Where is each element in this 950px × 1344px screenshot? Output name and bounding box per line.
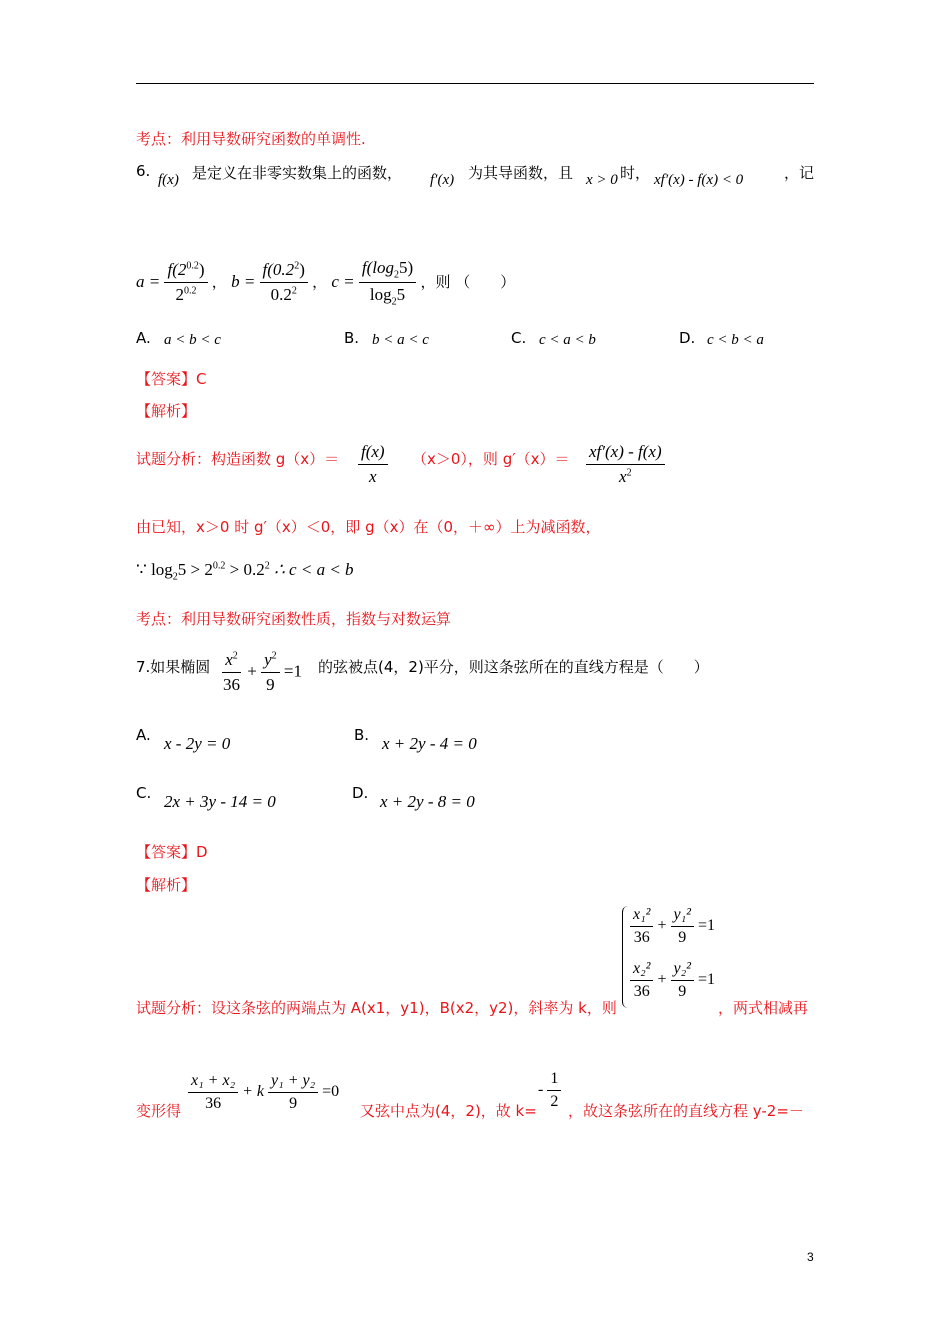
- q7-analysis-tag: 【解析】: [136, 876, 197, 894]
- q6-inequality: xf′(x) - f(x) < 0: [654, 172, 744, 188]
- page-number: 3: [807, 1250, 814, 1264]
- q6-answer-line: [136, 368, 207, 389]
- b-fraction: $\frac{f(0.2^2)}{0.2^2}$: [260, 260, 308, 305]
- system-eq-1: $\frac{\text{x₁²}}{36}$ + $\frac{\text{y₁²}}{9}$ =1: [630, 906, 715, 947]
- answer-value: D: [196, 843, 208, 861]
- c-lhs: c =: [331, 271, 355, 291]
- q7-option-d-label: D.: [352, 784, 369, 802]
- q7-option-c-label: C.: [136, 784, 152, 802]
- c-fraction: $\frac{f(\log_25)}{\log_25}$: [359, 258, 416, 308]
- q6-option-b[interactable]: b < a < c: [372, 332, 429, 348]
- q7-slope: - $\frac{1}{2}$: [538, 1070, 561, 1111]
- q7-ellipse-eq: $\frac{x^2}{36}$ + $\frac{y^2}{9}$ =1: [223, 650, 302, 694]
- q6-text-2: 为其导函数，且: [468, 164, 574, 182]
- q7-analysis-1-tail: ，两式相减再: [718, 999, 809, 1017]
- q7-difference-eq: $\frac{\text{x₁ + x₂}}{36}$ + k $\frac{\text{y₁ + y₂}}{9}$ =0: [188, 1072, 339, 1113]
- q6-analysis-2: 由已知，x＞0 时 g′（x）＜0，即 g（x）在（0，＋∞）上为减函数，: [136, 518, 601, 536]
- q6-text-1: 是定义在非零实数集上的函数，: [192, 164, 403, 182]
- q6-number: 6.: [136, 162, 151, 180]
- q6-option-c-label: C.: [511, 329, 527, 347]
- q6-option-b-label: B.: [344, 329, 360, 347]
- answer-tag: 【答案】: [136, 370, 197, 388]
- q7-option-a-label: A.: [136, 726, 151, 744]
- q6-analysis-tag: 【解析】: [136, 402, 197, 420]
- q7-analysis-2-mid: 又弦中点为(4，2)，故 k=: [360, 1102, 537, 1120]
- q6-g-fraction: $\frac{f(x)}{x}$: [358, 442, 388, 487]
- q7-answer-line: [136, 841, 208, 862]
- q6-option-c[interactable]: c < a < b: [539, 332, 596, 348]
- q6-condition: x > 0: [586, 172, 618, 188]
- q6-fprime: f′(x): [430, 172, 455, 188]
- q7-analysis-1: 试题分析：设这条弦的两端点为 A(x1，y1)，B(x2，y2)，斜率为 k，则: [136, 999, 617, 1017]
- q6-analysis-1-mid: （x＞0），则 g′（x）＝: [412, 450, 570, 468]
- a-fraction: $\frac{f(2^{0.2})}{2^{0.2}}$: [164, 260, 207, 305]
- q6-option-d[interactable]: c < b < a: [707, 332, 764, 348]
- q7-pre: 7.如果椭圆: [136, 658, 211, 676]
- q5-kaodian: 考点：利用导数研究函数的单调性.: [136, 130, 366, 148]
- q7-option-c[interactable]: 2x + 3y - 14 = 0: [164, 792, 276, 811]
- q6-analysis-1-text: 试题分析：构造函数 g（x）＝: [136, 450, 340, 468]
- q6-option-a[interactable]: a < b < c: [164, 332, 221, 348]
- q6-option-d-label: D.: [679, 329, 696, 347]
- q6-analysis-3: ∵ $\log_25 > 2^{0.2} > 0.2^2$ ∴ c < a < b: [136, 560, 354, 583]
- b-lhs: b =: [231, 271, 256, 291]
- system-eq-2: $\frac{\text{x₂²}}{36}$ + $\frac{\text{y₂²}}{9}$ =1: [630, 960, 715, 1001]
- q6-text-4: ，记: [784, 164, 815, 182]
- q7-option-b-label: B.: [354, 726, 370, 744]
- q7-post: 的弦被点(4，2)平分，则这条弦所在的直线方程是（ ）: [318, 658, 709, 676]
- answer-value: C: [196, 370, 207, 388]
- q7-option-d[interactable]: x + 2y - 8 = 0: [380, 792, 475, 811]
- q6-option-a-label: A.: [136, 329, 151, 347]
- q6-fx: f(x): [158, 172, 179, 188]
- q6-definitions: a = $\frac{f(2^{0.2})}{2^{0.2}}$ ， b = $\frac{f(0.2^2)}{0.2^2}$ ， c = $\frac{f(\log_25)}{\log_25}$ ，则 （ ）: [136, 258, 516, 308]
- q7-analysis-2-tail: ，故这条弦所在的直线方程 y-2=－: [568, 1102, 804, 1120]
- header-rule: [136, 83, 814, 84]
- a-lhs: a =: [136, 271, 161, 291]
- answer-tag: 【答案】: [136, 843, 197, 861]
- q7-option-a[interactable]: x - 2y = 0: [164, 734, 231, 753]
- q6-kaodian: 考点：利用导数研究函数性质，指数与对数运算: [136, 610, 452, 628]
- q6-text-3: 时，: [620, 164, 651, 182]
- q7-option-b[interactable]: x + 2y - 4 = 0: [382, 734, 477, 753]
- q6-gprime-fraction: $\frac{xf'(x) - f(x)}{x^2}$: [586, 442, 665, 487]
- q7-analysis-2-pre: 变形得: [136, 1102, 182, 1120]
